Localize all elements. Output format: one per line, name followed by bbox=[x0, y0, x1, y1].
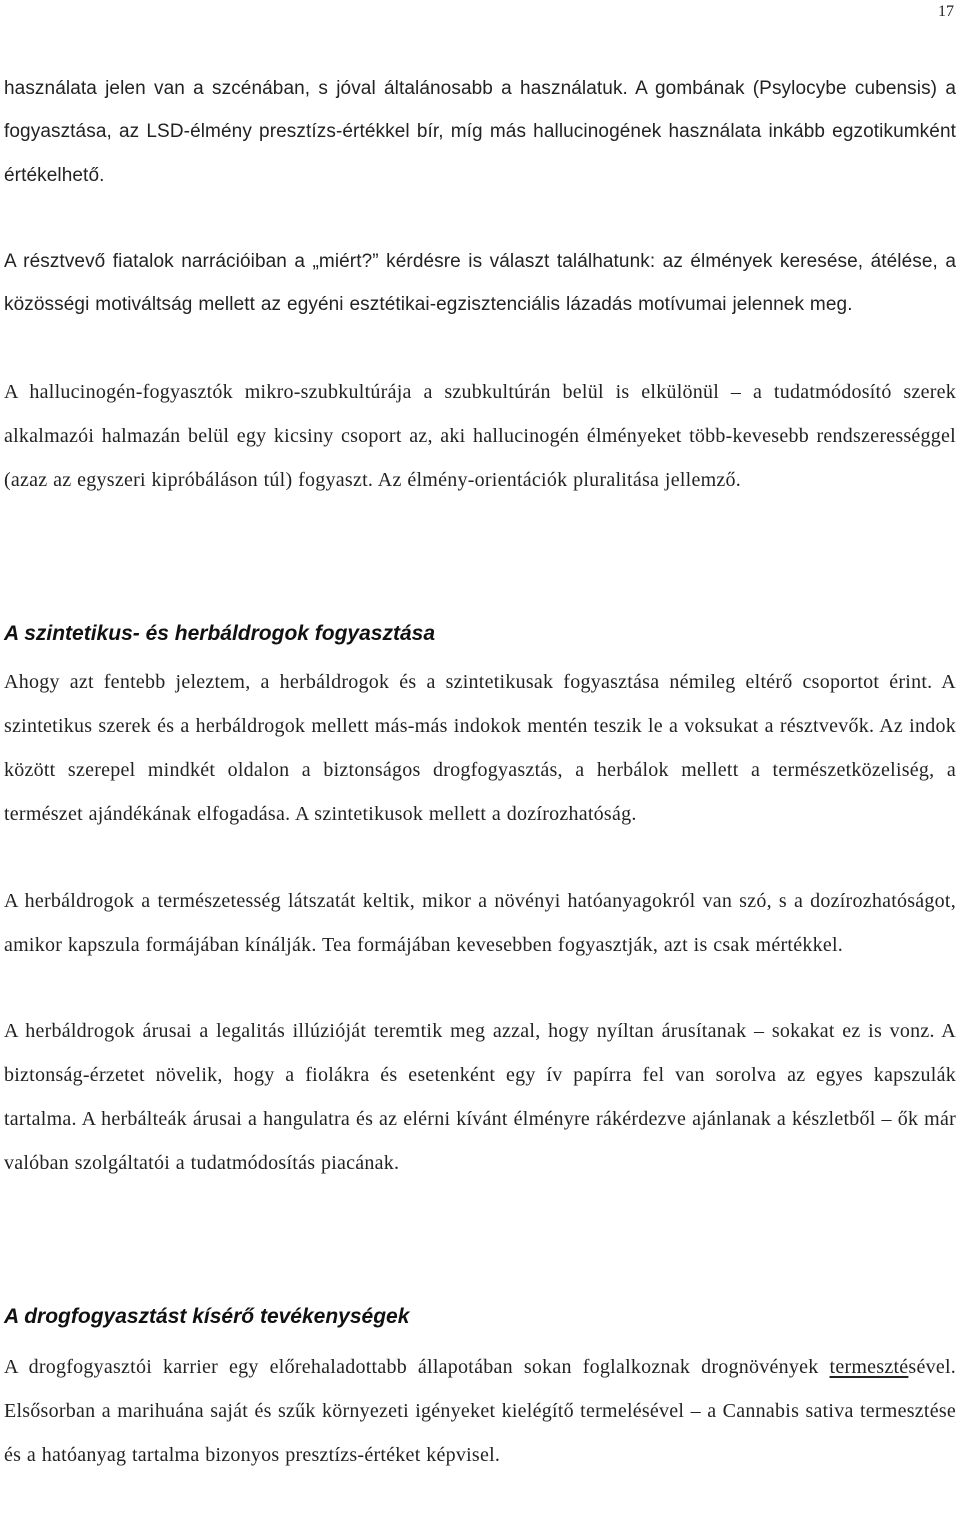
paragraph-drug-plant-cultivation bbox=[4, 1346, 956, 1478]
section-heading-accompanying-activities: A drogfogyasztást kísérő tevékenységek bbox=[4, 1305, 410, 1328]
paragraph-text-end: sével. Elsősorban a marihuána saját és szűk környezeti igényeket kielégítő termelésével – a Cannabis sativa termesztése és a hatóanyag tartalma bizonyos presztízs-értéket képvisel. bbox=[4, 1356, 956, 1466]
paragraph-herbal-sellers: A herbáldrogok árusai a legalitás illúzióját teremtik meg azzal, hogy nyíltan árusítanak – sokakat ez is vonz. A biztonság-érzetet növelik, hogy a fiolákra és esetenként egy ív papírra fel van sorolva az egyes kapszulák tartalma. A herbálteák árusai a hangulatra és az elérni kívánt élményre rákérdezve ajánlanak a készletből – ők már valóban szolgáltatói a tudatmódosítás piacának. bbox=[4, 1020, 956, 1174]
section-heading-synthetic-herbal: A szintetikus- és herbáldrogok fogyasztása bbox=[4, 622, 436, 645]
paragraph-hallucinogen-subculture: A hallucinogén-fogyasztók mikro-szubkultúrája a szubkultúrán belül is elkülönül – a tudatmódosító szerek alkalmazói halmazán belül egy kicsiny csoport az, aki hallucinogén élményeket több-kevesebb rendszerességgel (azaz az egyszeri kipróbáláson túl) fogyaszt. Az élmény-orientációk pluralitása jellemző. bbox=[4, 381, 956, 491]
paragraph-text-start: A drogfogyasztói karrier egy előrehaladottabb állapotában sokan foglalkoznak drognövények bbox=[4, 1356, 830, 1378]
page-number: 17 bbox=[938, 3, 954, 20]
paragraph-participants-motives: A résztvevő fiatalok narrációiban a „miért?” kérdésre is választ találhatunk: az élmények keresése, átélése, a közösségi motiváltság mellett az egyéni esztétikai-egzisztenciális lázadás motívumai jelennek meg. bbox=[4, 251, 956, 316]
paragraph-herbal-naturalness: A herbáldrogok a természetesség látszatát keltik, mikor a növényi hatóanyagokról van szó, s a dozírozhatóságot, amikor kapszula formájában kínálják. Tea formájában kevesebben fogyasztják, azt is csak mértékkel. bbox=[4, 890, 956, 956]
paragraph-synthetic-herbal-groups: Ahogy azt fentebb jeleztem, a herbáldrogok és a szintetikusak fogyasztása némileg eltérő csoportot érint. A szintetikus szerek és a herbáldrogok mellett más-más indokok mentén teszik le a voksukat a résztvevők. Az indok között szerepel mindkét oldalon a biztonságos drogfogyasztás, a herbálok mellett a természetközeliség, a természet ajándékának elfogadása. A szintetikusok mellett a dozírozhatóság. bbox=[4, 671, 956, 825]
underlined-word: termeszté bbox=[829, 1356, 909, 1378]
paragraph-hallucinogen-usage: használata jelen van a szcénában, s jóval általánosabb a használatuk. A gombának (Psylocybe cubensis) a fogyasztása, az LSD-élmény presztízs-értékkel bír, míg más hallucinogének használata inkább egzotikumként értékelhető. bbox=[4, 78, 956, 186]
